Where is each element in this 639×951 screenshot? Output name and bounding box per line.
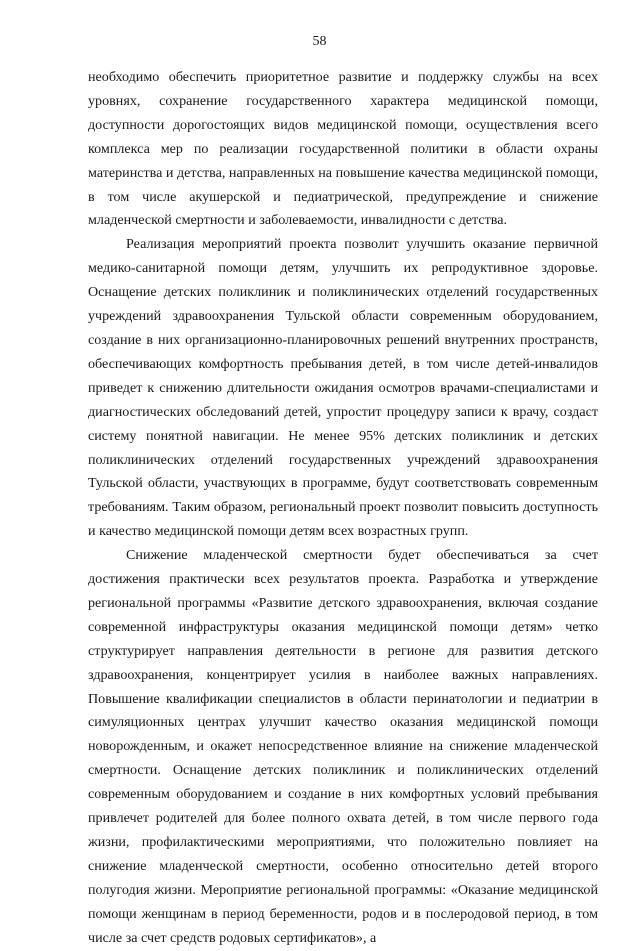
paragraph-2: Реализация мероприятий проекта позволит улучшить оказание первичной медико-санитарной помощи детям, улучшить их репродуктивное здоровье. Оснащение детских поликлиник и поликлинических отделений государственных учреждений здравоохранения Тульской области современным оборудованием, создание в них организационно-планировочных решений внутренних пространств, обеспечивающих комфортность пребывания детей, в том числе детей-инвалидов приведет к снижению длительности ожидания осмотров врачами-специалистами и диагностических обследований детей, упростит процедуру записи к врачу, создаст систему понятной навигации. Не менее 95% детских поликлиник и детских поликлинических отделений государственных учреждений здравоохранения Тульской области, участвующих в программе, будут соответствовать современным требованиям. Таким образом, региональный проект позволит повысить доступность и качество медицинской помощи детям всех возрастных групп. [88,236,598,540]
paragraph-3: Снижение младенческой смертности будет обеспечиваться за счет достижения практически всех результатов проекта. Разработка и утверждение региональной программы «Развитие детского здравоохранения, включая создание современной инфраструктуры оказания медицинской помощи детям» четко структурирует направления деятельности в регионе для развития детского здравоохранения, концентрирует усилия в наиболее важных направлениях. Повышение квалификации специалистов в области перинатологии и педиатрии в симуляционных центрах улучшит качество оказания медицинской помощи новорожденным, и окажет непосредственное влияние на снижение младенческой смертности. Оснащение детских поликлиник и поликлинических отделений современным оборудованием и создание в них комфортных условий пребывания привлечет родителей для более полного охвата детей, в том числе первого года жизни, профилактическими мероприятиями, что положительно повлияет на снижение младенческой смертности, особенно относительно детей второго полугодия жизни. Мероприятие региональной программы: «Оказание медицинской помощи женщинам в период беременности, родов и в послеродовой период, в том числе за счет средств родовых сертификатов», а [88,547,598,946]
paragraph-1: необходимо обеспечить приоритетное развитие и поддержку службы на всех уровнях, сохранение государственного характера медицинской помощи, доступности дорогостоящих видов медицинской помощи, осуществления всего комплекса мер по реализации государственной политики в области охраны материнства и детства, направленных на повышение качества медицинской помощи, в том числе акушерской и педиатрической, предупреждение и снижение младенческой смертности и заболеваемости, инвалидности с детства. [88,69,598,229]
body-text [88,66,598,951]
page-number: 58 [312,34,327,49]
